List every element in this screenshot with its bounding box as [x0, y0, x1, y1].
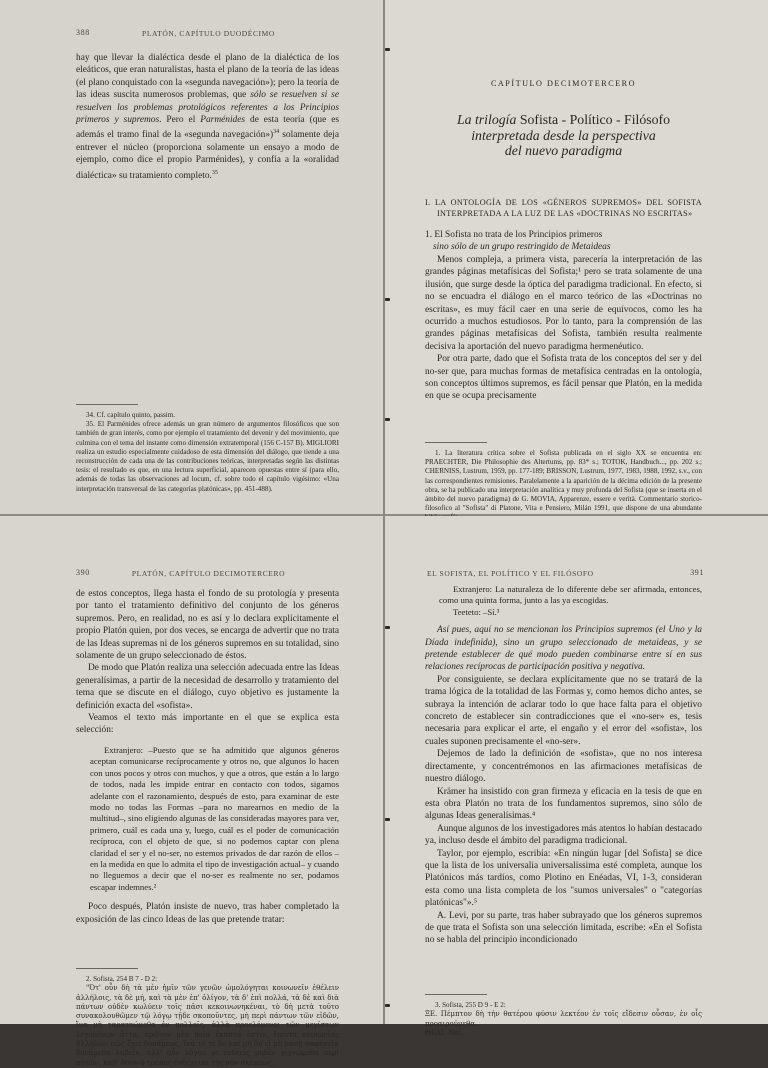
text-run: Parménides: [200, 115, 246, 126]
binding-mark: [385, 48, 390, 51]
paragraph: Por consiguiente, se declara explícitamente que no se tratará de la trama lógica de la totalidad de las Formas y, como hemos dicho antes, se subraya la intención de aclarar todo lo que hace falta para el objetivo concreto de establecer sin contradicciones que el «no-ser» es, tesis necesaria para explicar el arte, el engaño y el error del «sofista», los cuales suponen precisamente el «no-ser».: [425, 674, 702, 747]
running-head: PLATÓN, CAPÍTULO DECIMOTERCERO: [131, 569, 286, 578]
footnote: 34. Cf. capítulo quinto, passim.: [86, 411, 176, 419]
footnotes: [425, 994, 702, 1038]
quote-text: Teeteto: –Sí.³: [453, 606, 500, 617]
subsection-line: sino sólo de un grupo restringido de Metaideas: [433, 241, 611, 252]
footnotes: [76, 968, 339, 1068]
paragraph: Menos compleja, a primera vista, parecería la interpretación de las grandes páginas metafísicas del Sofista;¹ pero se trata solamente de una ilusión, que surge desde la óptica del paradigma tradicional. En efecto, si no se encuadra el diálogo en el marco teórico de las «Doctrinas no escritas», es muy fácil caer en una serie de equívocos, como les ha ocurrido a muchos estudiosos. Por lo tanto, para la comprensión de las grandes páginas metafísicas del Sofista, también resulta realmente decisiva la aportación del nuevo paradigma hermenéutico.: [425, 254, 702, 352]
footnotes: [425, 442, 702, 523]
footnote-rule: [425, 994, 487, 995]
page-390: [0, 516, 383, 1067]
chapter-title: [425, 112, 702, 159]
paragraph: [76, 52, 339, 182]
binding-mark: [385, 818, 390, 821]
greek-quote: "Ότ' οὖν δὴ τὰ μὲν ἡμῖν τῶν γενῶν ὡμολόγηται κοινωνεῖν ἐθέλειν ἀλλήλοις, τὰ δὲ μή, καὶ τὰ μὲν ἐπ' ὀλίγον, τὰ δ' ἐπὶ πολλά, τὰ δὲ καὶ διὰ πάντων οὐδὲν κωλύειν τοῖς πᾶσι κεκοινωνηκέναι, τὸ δὴ μετὰ τοῦτο συνακολουθῶμεν τῷ λόγῳ τῇδε σκοποῦντες, μὴ περὶ πάντων τῶν εἰδῶν, ἵνα μὴ ταραττώμεθα ἐν πολλοῖς, ἀλλὰ προελόμενοι τῶν μεγίστων λεγομένων ἄττα, πρῶτον μὲν ποῖα ἕκαστά ἐστιν, ἔπειτα κοινωνίας ἀλλήλων πῶς ἔχει δυνάμεως, ἵνα τό τε ὂν καὶ μὴ ὂν εἰ μὴ πάσῃ σαφηνείᾳ δυνάμεθα λαβεῖν, ἀλλ' οὖν λόγου γε ἐνδεεῖς μηδὲν γιγνώμεθα περὶ αὐτῶν, καθ' ὅσον ὁ τρόπος ἐνδέχεται τῆς νῦν σκέψεως.: [76, 984, 339, 1067]
dialog-quote: [425, 584, 702, 618]
binding-mark: [385, 626, 390, 629]
paragraph: Aunque algunos de los investigadores más atentos lo habían destacado ya, incluso desde el ámbito del paradigma tradicional.: [425, 823, 702, 847]
footnote-rule: [76, 404, 138, 405]
page-body: [76, 588, 339, 926]
paragraph: Taylor, por ejemplo, escribía: «En ningún lugar [del Sofista] se dice que la lista de los universalia universalissima esté completa, aunque los Platónicos más tardíos, como Plotino en Enéadas, VI, 1-3, consideran esta como una lista completa de los "sumos universales" o "categorías platónicas"».⁵: [425, 848, 702, 909]
binding-mark: [385, 418, 390, 421]
paragraph: Poco después, Platón insiste de nuevo, tras haber completado la exposición de las cinco Ideas de las que pretende tratar:: [76, 902, 339, 925]
running-head: PLATÓN, CAPÍTULO DUODÉCIMO: [142, 29, 275, 38]
text-run: La trilogía: [456, 112, 520, 128]
running-head: EL SOFISTA, EL POLÍTICO Y EL FILÓSOFO: [427, 569, 594, 578]
subsection-heading: [425, 229, 702, 253]
text-run: Sofista - Político - Filósofo: [519, 112, 671, 128]
page-header: [76, 568, 341, 577]
paragraph: De modo que Platón realiza una selección adecuada entre las Ideas generalísimas, a partir de la necesidad de desarrollo y tratamiento del tema que se discute en el diálogo, cuyo objetivo es justamente la definición exacta del «sofista».: [76, 663, 339, 711]
binding-mark: [385, 298, 390, 301]
page-number: 390: [76, 568, 90, 577]
page-number: 388: [76, 28, 90, 37]
binding-mark: [385, 1004, 390, 1007]
footnote: 1. La literatura crítica sobre el Sofista publicada en el siglo XX se encuentra en: PRAECHTER, Die Philosophie des Altertums, pp. 83* s.; TOTOK, Handbuch..., pp. 202 s.; CHERNISS, Lustrum, 1959, pp. 177-189; BRISSON, Lustrum, 1977, 1983, 1988, 1992, s.v., con las correspondientes remisiones. Paralelamente a la aparición de la décima edición de la presente obra, se ha publicado una interpretación analítica y muy profunda del Sofista (que se inserta en el ámbito del nuevo paradigma) de G. MOVIA, Apparenze, essere e verità. Commentario storico-filosofico al "Sofista" di Platone, Vita e Pensiero, Milán 1991, que dispone de una abundante: [425, 449, 702, 513]
title-line: interpretada desde la perspectiva: [471, 127, 656, 143]
section-heading: I. LA ONTOLOGÍA DE LOS «GÉNEROS SUPREMOS» DEL SOFISTA INTERPRETADA A LA LUZ DE LAS «DOCTRINAS NO ESCRITAS»: [425, 197, 702, 218]
paragraph: Veamos el texto más importante en el que se explica esta selección:: [76, 713, 339, 736]
footnotes: [76, 404, 339, 494]
greek-quote: ΘΕΑΙ. Ναί.: [425, 1028, 464, 1037]
chapter-label: CAPÍTULO DECIMOTERCERO: [490, 79, 637, 88]
quote-text: Extranjero: –Puesto que se ha admitido que algunos géneros aceptan comunicarse recíprocamente y otros no, que algunos lo hacen con unos pocos y otros con muchos, y que a otros, que están a lo largo de todos, nada les impide entrar en contacto con todos, sigamos adelante con el razonamiento, después de esto, para examinar de este modo no todas las Formas –para no marearnos en medio de la multitud–, sino eligiendo algunas de las consideradas mayores para ver, primero, cuál es cada una y, luego, cuál es el poder de comunicación recíproca, con el objeto de que, si no podemos captar con plena claridad el ser y el no-ser, no estemos privados de dar razón de ellos –en la medida en que lo admita el tipo de investigación actual– y cuando no lleguemos a decir que el no-ser es realmente no ser, podamos escapar indemnes.²: [90, 744, 339, 892]
title-line: del nuevo paradigma: [504, 143, 623, 159]
text-run: hay que llevar la dialéctica desde el plano de la dialéctica de los eleáticos, que eran naturalistas, hasta el plano de la teoría de las ideas (el plano conquistado con la «segunda navegación»); pero la teoría de las ideas suscita numerosos problemas, que: [76, 53, 339, 101]
chapter-opening: [425, 78, 702, 403]
text-run: de esta teoría (que es además el tramo final de la «segunda navegación»): [76, 115, 339, 141]
text-run: . Pero el: [159, 115, 201, 126]
page-header: [76, 28, 341, 37]
footnote: 2. Sofista, 254 B 7 - D 2:: [86, 975, 158, 983]
paragraph: Por otra parte, dado que el Sofista trata de los conceptos del ser y del no-ser que, para muchas formas de metafísica centradas en la ontología, son conceptos últimos supremos, es fácil pensar que Platón, en la medida en que se ocupa precisamente: [425, 354, 702, 402]
paragraph: Así pues, aquí no se mencionan los Principios supremos (el Uno y la Díada indefinida), sino un grupo seleccionado de metaideas, y se pretende establecer de qué modo pueden combinarse entre sí en sus relaciones recíprocas de participación positiva y negativa.: [425, 625, 702, 673]
page-body: [76, 52, 339, 182]
subsection-line: 1. El Sofista no trata de los Principios primeros: [425, 229, 603, 240]
title-line: [425, 112, 702, 128]
page-body: [425, 584, 702, 947]
footnote-rule: [76, 968, 138, 969]
footnote-ref: 35: [211, 169, 218, 176]
paragraph: de estos conceptos, llega hasta el fondo de su protología y presenta por tanto el tratamiento definitivo del conjunto de los géneros supremos. Pero, en realidad, no es así y lo declara explícitamente el propio Platón quien, por dos veces, se encarga de advertir que no trata de las Ideas supremas ni de los géneros supremos en su totalidad, sino solamente de un grupo seleccionado de éstos.: [76, 589, 339, 662]
text-run: solamente deja entrever el núcleo (proporciona solamente un ensayo a modo de ejemplo, como dice el propio Parménides), y confía a la «oralidad dialéctica» su tratamiento completo.: [76, 130, 339, 181]
quote-text: Extranjero: La naturaleza de lo diferente debe ser afirmada, entonces, como una quinta forma, junto a las ya escogidas.: [439, 584, 702, 606]
text-run: sólo se resuelven si se resuelven los problemas protológicos referentes a los Principios primeros y supremos: [76, 90, 339, 126]
footnote: 3. Sofista, 255 D 9 - E 2:: [435, 1001, 506, 1009]
page-388: [0, 0, 383, 514]
paragraph: Dejemos de lado la definición de «sofista», que no nos interesa directamente, y concentrémonos en las afirmaciones metafísicas de nuestro diálogo.: [425, 749, 702, 785]
page-389: [385, 0, 768, 514]
footnote-rule: [425, 442, 487, 443]
greek-quote: ΞΕ. Πέμπτον δὴ τὴν θατέρου φύσιν λεκτέον ἐν τοῖς εἴδεσιν οὖσαν, ἐν οἷς προαιρούμεθα.: [425, 1010, 702, 1028]
block-quote: [76, 745, 339, 893]
footnote-ref: 34: [273, 129, 280, 136]
paragraph: Krämer ha insistido con gran firmeza y eficacia en la tesis de que en esta obra Platón no trata de los fundamentos supremos, sino sólo de algunas Ideas generalísimas.⁴: [425, 786, 702, 822]
footnote: 35. El Parménides ofrece además un gran número de argumentos filosóficos que son también de gran interés, como por ejemplo el tratamiento del devenir y del movimiento, que culmina con el tema del instante como dimensión extratemporal (156 C-157 B). MIGLIORI realiza un estudio especialmente cuidadoso de esta dimensión del diálogo, que tiende a una reconstrucción de cada una de las contribuciones teóricas, interpretadas según las distintas tesis: el resultado es que, en una lectura superficial, aparecen opuestas entre sí (para ello, además de todas las observaciones ad locum, cf. sobre todo el capítulo vigésimo: «Una interpretación transversal de las categorías platónicas», pp. 451-488).: [76, 420, 339, 493]
page-391: [385, 516, 768, 1037]
page-number: 391: [690, 568, 704, 577]
paragraph: A. Levi, por su parte, tras haber subrayado que los géneros supremos de que trata el Sofista son una selección limitada, escribe: «En el Sofista no se habla del principio incondicionado: [425, 910, 702, 946]
